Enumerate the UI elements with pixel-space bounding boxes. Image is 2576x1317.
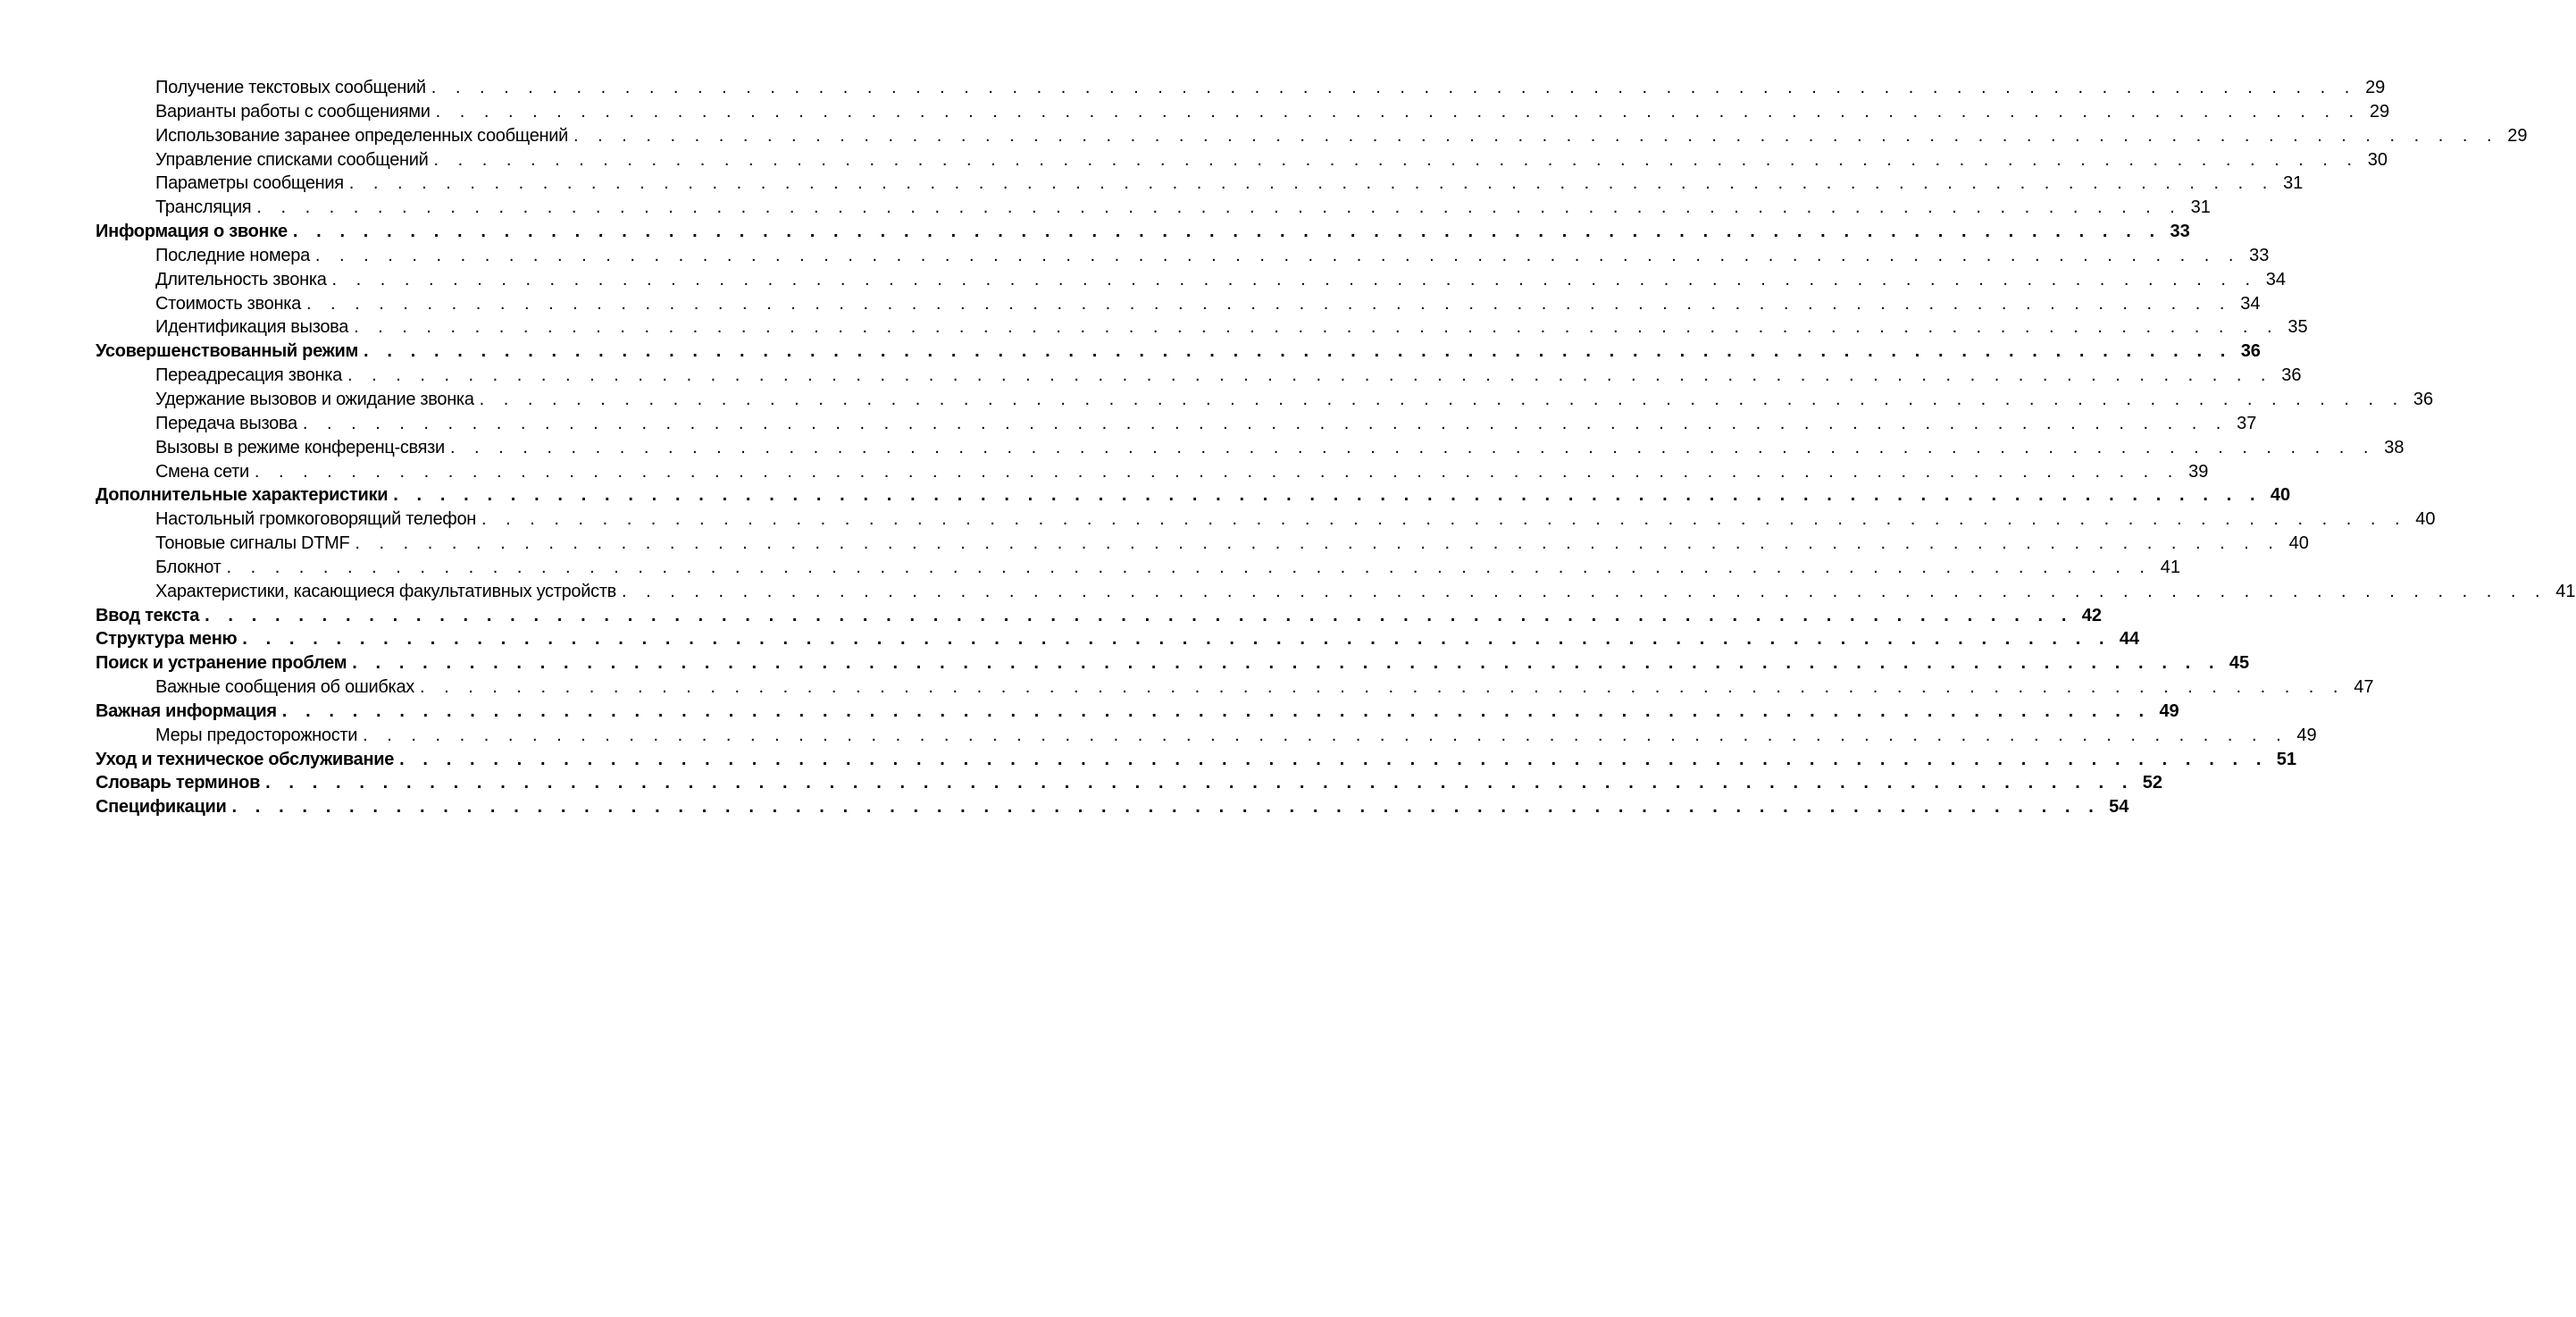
- toc-page-number: 38: [2384, 437, 2405, 457]
- toc-page-number: 54: [2109, 797, 2129, 818]
- toc-entry-title: Использование заранее определенных сообщений: [155, 125, 569, 146]
- toc-page-number: 33: [2249, 245, 2270, 265]
- toc-dot-leader: . . . . . . . . . . . . . . . . . . . . . . . . . . . . . . . . . . . . . . . . . . . . . . . . . . . . . . . . . . . . . . . . . . . . . . . . . . . . . . . .: [573, 125, 2499, 146]
- toc-dot-leader: . . . . . . . . . . . . . . . . . . . . . . . . . . . . . . . . . . . . . . . . . . . . . . . . . . . . . . . . . . . . . . . . . . . . . . . . . . . . . . . .: [622, 581, 2547, 601]
- toc-subsection-row: [96, 172, 2304, 196]
- toc-entry-title: Словарь терминов: [96, 773, 261, 793]
- toc-subsection-row: [96, 76, 2386, 100]
- toc-subsection-row: [96, 508, 2436, 532]
- toc-page-number: 36: [2240, 341, 2261, 362]
- toc-page-number: 40: [2270, 485, 2291, 506]
- toc-entry-title: Поиск и устранение проблем: [96, 653, 347, 674]
- toc-subsection-row: [96, 388, 2434, 412]
- toc-subsection-row: [96, 364, 2302, 388]
- toc-page-number: 31: [2190, 197, 2211, 218]
- toc-subsection-row: [96, 436, 2405, 460]
- toc-subsection-row: [96, 675, 2374, 700]
- toc-page-number: 45: [2229, 653, 2250, 674]
- toc-page-number: 36: [2281, 365, 2302, 386]
- toc-page-number: 39: [2188, 461, 2209, 482]
- toc-page-number: 37: [2237, 413, 2257, 433]
- toc-dot-leader: . . . . . . . . . . . . . . . . . . . . . . . . . . . . . . . . . . . . . . . . . . . . . . . . . . . . . . . . . . . . . . . . . . . . . . . . . . . . . . . .: [302, 413, 2229, 433]
- toc-entry-title: Вызовы в режиме конференц-связи: [155, 437, 445, 457]
- toc-dot-leader: . . . . . . . . . . . . . . . . . . . . . . . . . . . . . . . . . . . . . . . . . . . . . . . . . . . . . . . . . . . . . . . . . . . . . . . . . . . . . . . .: [352, 653, 2221, 674]
- toc-dot-leader: . . . . . . . . . . . . . . . . . . . . . . . . . . . . . . . . . . . . . . . . . . . . . . . . . . . . . . . . . . . . . . . . . . . . . . . . . . . . . . . .: [281, 700, 2151, 721]
- toc-subsection-row: [96, 268, 2287, 292]
- toc-subsection-row: [96, 244, 2270, 268]
- toc-entry-title: Важная информация: [96, 700, 277, 721]
- toc-section-row: [96, 483, 2291, 508]
- toc-page-number: 31: [2283, 173, 2304, 194]
- toc-entry-title: Варианты работы с сообщениями: [155, 101, 431, 122]
- toc-dot-leader: . . . . . . . . . . . . . . . . . . . . . . . . . . . . . . . . . . . . . . . . . . . . . . . . . . . . . . . . . . . . . . . . . . . . . . . . . . . . . . . .: [431, 78, 2357, 97]
- toc-entry-title: Уход и техническое обслуживание: [96, 749, 395, 769]
- toc-subsection-row: [96, 196, 2211, 220]
- toc-subsection-row: [96, 556, 2180, 580]
- toc-subsection-row: [96, 580, 2576, 604]
- toc-section-row: [96, 651, 2250, 675]
- toc-dot-leader: . . . . . . . . . . . . . . . . . . . . . . . . . . . . . . . . . . . . . . . . . . . . . . . . . . . . . . . . . . . . . . . . . . . . . . . . . . . . . . . .: [481, 509, 2407, 530]
- toc-page-number: 41: [2555, 581, 2576, 601]
- toc-page-number: 52: [2142, 773, 2162, 793]
- toc-entry-title: Важные сообщения об ошибках: [155, 677, 414, 698]
- toc-dot-leader: . . . . . . . . . . . . . . . . . . . . . . . . . . . . . . . . . . . . . . . . . . . . . . . . . . . . . . . . . . . . . . . . . . . . . . . . . . . . . . . .: [314, 245, 2241, 265]
- toc-dot-leader: . . . . . . . . . . . . . . . . . . . . . . . . . . . . . . . . . . . . . . . . . . . . . . . . . . . . . . . . . . . . . . . . . . . . . . . . . . . . . . . .: [254, 461, 2180, 482]
- toc-dot-leader: . . . . . . . . . . . . . . . . . . . . . . . . . . . . . . . . . . . . . . . . . . . . . . . . . . . . . . . . . . . . . . . . . . . . . . . . . . . . . . . .: [435, 101, 2362, 122]
- toc-dot-leader: . . . . . . . . . . . . . . . . . . . . . . . . . . . . . . . . . . . . . . . . . . . . . . . . . . . . . . . . . . . . . . . . . . . . . . . . . . . . . . . .: [305, 293, 2232, 314]
- toc-dot-leader: . . . . . . . . . . . . . . . . . . . . . . . . . . . . . . . . . . . . . . . . . . . . . . . . . . . . . . . . . . . . . . . . . . . . . . . . . . . . . . . .: [363, 725, 2288, 745]
- toc-dot-leader: . . . . . . . . . . . . . . . . . . . . . . . . . . . . . . . . . . . . . . . . . . . . . . . . . . . . . . . . . . . . . . . . . . . . . . . . . . . . . . . .: [393, 485, 2262, 506]
- toc-dot-leader: . . . . . . . . . . . . . . . . . . . . . . . . . . . . . . . . . . . . . . . . . . . . . . . . . . . . . . . . . . . . . . . . . . . . . . . . . . . . . . . .: [419, 677, 2346, 698]
- toc-entry-title: Характеристики, касающиеся факультативных устройств: [155, 581, 617, 601]
- toc-dot-leader: . . . . . . . . . . . . . . . . . . . . . . . . . . . . . . . . . . . . . . . . . . . . . . . . . . . . . . . . . . . . . . . . . . . . . . . . . . . . . . . .: [226, 557, 2152, 577]
- toc-entry-title: Стоимость звонка: [155, 293, 301, 314]
- toc-section-row: [96, 748, 2296, 772]
- toc-section-row: [96, 771, 2162, 795]
- toc-entry-title: Тоновые сигналы DTMF: [155, 533, 350, 554]
- toc-page-number: 40: [2415, 509, 2436, 530]
- toc-section-row: [96, 220, 2190, 244]
- toc-page-number: 47: [2354, 677, 2374, 698]
- toc-dot-leader: . . . . . . . . . . . . . . . . . . . . . . . . . . . . . . . . . . . . . . . . . . . . . . . . . . . . . . . . . . . . . . . . . . . . . . . . . . . . . . . .: [479, 389, 2405, 409]
- toc-dot-leader: . . . . . . . . . . . . . . . . . . . . . . . . . . . . . . . . . . . . . . . . . . . . . . . . . . . . . . . . . . . . . . . . . . . . . . . . . . . . . . . .: [205, 605, 2073, 625]
- toc-entry-title: Идентификация вызова: [155, 317, 349, 338]
- toc-subsection-row: [96, 100, 2390, 124]
- toc-subsection-row: [96, 532, 2309, 556]
- toc-dot-leader: . . . . . . . . . . . . . . . . . . . . . . . . . . . . . . . . . . . . . . . . . . . . . . . . . . . . . . . . . . . . . . . . . . . . . . . . . . . . . . . .: [331, 269, 2258, 289]
- toc-subsection-row: [96, 412, 2257, 436]
- toc-page-number: 35: [2287, 317, 2308, 338]
- toc-entry-title: Управление списками сообщений: [155, 149, 429, 170]
- toc-entry-title: Параметры сообщения: [155, 173, 344, 194]
- toc-entry-title: Усовершенствованный режим: [96, 341, 359, 362]
- toc-entry-title: Блокнот: [155, 557, 222, 577]
- toc-page-number: 49: [2159, 700, 2179, 721]
- toc-page-number: 29: [2365, 78, 2386, 97]
- toc-dot-leader: . . . . . . . . . . . . . . . . . . . . . . . . . . . . . . . . . . . . . . . . . . . . . . . . . . . . . . . . . . . . . . . . . . . . . . . . . . . . . . . .: [399, 749, 2268, 769]
- toc-page-number: 42: [2081, 605, 2102, 625]
- toc-dot-leader: . . . . . . . . . . . . . . . . . . . . . . . . . . . . . . . . . . . . . . . . . . . . . . . . . . . . . . . . . . . . . . . . . . . . . . . . . . . . . . . .: [256, 197, 2182, 218]
- toc-entry-title: Ввод текста: [96, 605, 200, 625]
- toc-entry-title: Удержание вызовов и ожидание звонка: [155, 389, 474, 409]
- toc-entry-title: Информация о звонке: [96, 222, 288, 242]
- toc-entry-title: Трансляция: [155, 197, 252, 218]
- table-of-contents: [96, 76, 2576, 819]
- toc-entry-title: Получение текстовых сообщений: [155, 78, 426, 97]
- toc-subsection-row: [96, 124, 2528, 148]
- toc-page-number: 34: [2240, 293, 2261, 314]
- toc-page-number: 30: [2367, 149, 2388, 170]
- toc-subsection-row: [96, 315, 2308, 340]
- toc-entry-title: Последние номера: [155, 245, 310, 265]
- toc-entry-title: Дополнительные характеристики: [96, 485, 389, 506]
- toc-page-number: 51: [2276, 749, 2296, 769]
- toc-page-number: 34: [2265, 269, 2287, 289]
- toc-subsection-row: [96, 148, 2388, 172]
- toc-section-row: [96, 604, 2102, 628]
- toc-dot-leader: . . . . . . . . . . . . . . . . . . . . . . . . . . . . . . . . . . . . . . . . . . . . . . . . . . . . . . . . . . . . . . . . . . . . . . . . . . . . . . . .: [347, 365, 2273, 386]
- toc-entry-title: Смена сети: [155, 461, 249, 482]
- toc-subsection-row: [96, 724, 2317, 748]
- toc-page-number: 40: [2288, 533, 2309, 554]
- toc-page-number: 44: [2119, 629, 2140, 650]
- toc-entry-title: Длительность звонка: [155, 269, 327, 289]
- toc-subsection-row: [96, 292, 2261, 316]
- toc-dot-leader: . . . . . . . . . . . . . . . . . . . . . . . . . . . . . . . . . . . . . . . . . . . . . . . . . . . . . . . . . . . . . . . . . . . . . . . . . . . . . . . .: [231, 797, 2101, 818]
- toc-dot-leader: . . . . . . . . . . . . . . . . . . . . . . . . . . . . . . . . . . . . . . . . . . . . . . . . . . . . . . . . . . . . . . . . . . . . . . . . . . . . . . . .: [292, 222, 2162, 242]
- toc-entry-title: Спецификации: [96, 797, 227, 818]
- toc-dot-leader: . . . . . . . . . . . . . . . . . . . . . . . . . . . . . . . . . . . . . . . . . . . . . . . . . . . . . . . . . . . . . . . . . . . . . . . . . . . . . . . .: [348, 173, 2275, 194]
- toc-page-number: 29: [2369, 101, 2390, 122]
- toc-section-row: [96, 795, 2129, 819]
- toc-subsection-row: [96, 460, 2209, 484]
- toc-section-row: [96, 700, 2179, 724]
- toc-dot-leader: . . . . . . . . . . . . . . . . . . . . . . . . . . . . . . . . . . . . . . . . . . . . . . . . . . . . . . . . . . . . . . . . . . . . . . . . . . . . . . . .: [265, 773, 2134, 793]
- toc-page-number: 36: [2413, 389, 2434, 409]
- toc-entry-title: Переадресация звонка: [155, 365, 342, 386]
- toc-page-number: 41: [2160, 557, 2180, 577]
- toc-page-number: 29: [2507, 125, 2528, 146]
- toc-dot-leader: . . . . . . . . . . . . . . . . . . . . . . . . . . . . . . . . . . . . . . . . . . . . . . . . . . . . . . . . . . . . . . . . . . . . . . . . . . . . . . . .: [364, 341, 2232, 362]
- toc-dot-leader: . . . . . . . . . . . . . . . . . . . . . . . . . . . . . . . . . . . . . . . . . . . . . . . . . . . . . . . . . . . . . . . . . . . . . . . . . . . . . . . .: [355, 533, 2280, 554]
- toc-dot-leader: . . . . . . . . . . . . . . . . . . . . . . . . . . . . . . . . . . . . . . . . . . . . . . . . . . . . . . . . . . . . . . . . . . . . . . . . . . . . . . . .: [433, 149, 2360, 170]
- toc-page-number: 33: [2170, 222, 2190, 242]
- toc-entry-title: Меры предосторожности: [155, 725, 358, 745]
- toc-section-row: [96, 340, 2261, 364]
- toc-entry-title: Структура меню: [96, 629, 238, 650]
- toc-section-row: [96, 627, 2140, 651]
- toc-dot-leader: . . . . . . . . . . . . . . . . . . . . . . . . . . . . . . . . . . . . . . . . . . . . . . . . . . . . . . . . . . . . . . . . . . . . . . . . . . . . . . . .: [242, 629, 2112, 650]
- toc-dot-leader: . . . . . . . . . . . . . . . . . . . . . . . . . . . . . . . . . . . . . . . . . . . . . . . . . . . . . . . . . . . . . . . . . . . . . . . . . . . . . . . .: [354, 317, 2279, 338]
- toc-page-number: 49: [2296, 725, 2317, 745]
- toc-entry-title: Передача вызова: [155, 413, 297, 433]
- toc-entry-title: Настольный громкоговорящий телефон: [155, 509, 477, 530]
- toc-dot-leader: . . . . . . . . . . . . . . . . . . . . . . . . . . . . . . . . . . . . . . . . . . . . . . . . . . . . . . . . . . . . . . . . . . . . . . . . . . . . . . . .: [449, 437, 2376, 457]
